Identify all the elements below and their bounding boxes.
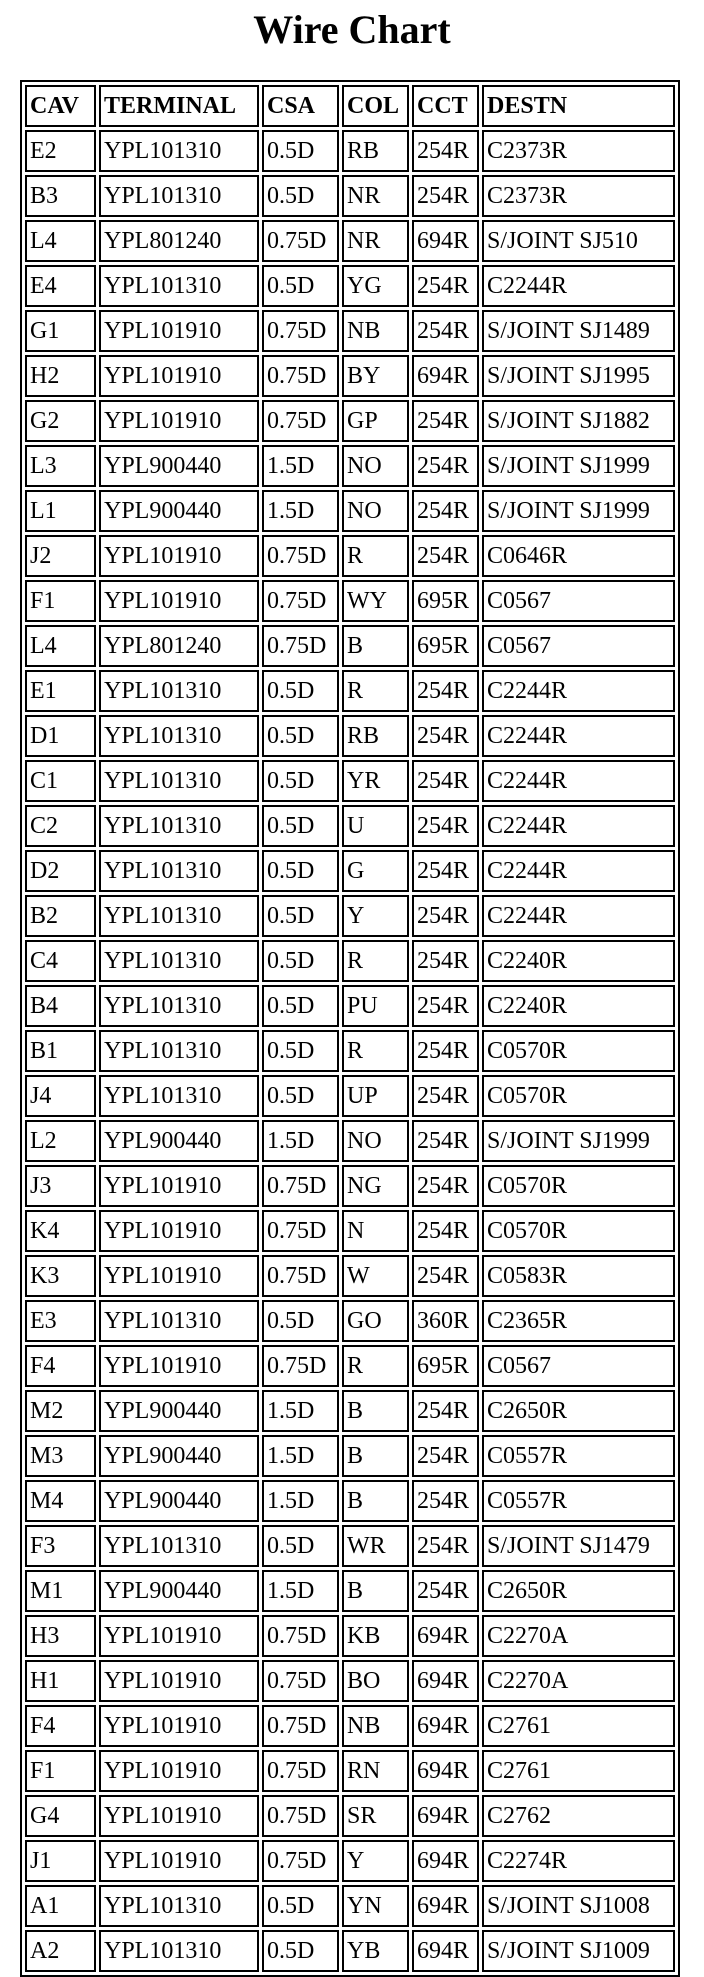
cell-destn: C2762 xyxy=(482,1795,675,1837)
cell-terminal: YPL101310 xyxy=(99,1075,259,1117)
cell-destn: C2373R xyxy=(482,175,675,217)
cell-csa: 0.75D xyxy=(262,625,339,667)
cell-cav: D1 xyxy=(25,715,96,757)
cell-destn: C0570R xyxy=(482,1075,675,1117)
cell-terminal: YPL101310 xyxy=(99,175,259,217)
cell-terminal: YPL101910 xyxy=(99,1615,259,1657)
table-row xyxy=(25,220,675,262)
cell-cct: 254R xyxy=(412,940,479,982)
cell-csa: 0.75D xyxy=(262,580,339,622)
cell-destn: C2274R xyxy=(482,1840,675,1882)
cell-cct: 254R xyxy=(412,805,479,847)
cell-cct: 695R xyxy=(412,1345,479,1387)
cell-cav: B2 xyxy=(25,895,96,937)
cell-col: B xyxy=(342,1480,409,1522)
cell-col: NO xyxy=(342,490,409,532)
cell-cav: H1 xyxy=(25,1660,96,1702)
cell-csa: 0.5D xyxy=(262,670,339,712)
cell-col: KB xyxy=(342,1615,409,1657)
cell-cct: 694R xyxy=(412,1930,479,1972)
cell-cav: K4 xyxy=(25,1210,96,1252)
cell-destn: C2244R xyxy=(482,670,675,712)
cell-terminal: YPL101310 xyxy=(99,760,259,802)
cell-destn: S/JOINT SJ1999 xyxy=(482,445,675,487)
cell-csa: 0.5D xyxy=(262,1075,339,1117)
cell-cav: M2 xyxy=(25,1390,96,1432)
cell-csa: 0.5D xyxy=(262,1525,339,1567)
cell-destn: S/JOINT SJ1995 xyxy=(482,355,675,397)
cell-destn: C2650R xyxy=(482,1570,675,1612)
cell-col: U xyxy=(342,805,409,847)
cell-col: B xyxy=(342,1570,409,1612)
table-row xyxy=(25,400,675,442)
cell-destn: S/JOINT SJ1999 xyxy=(482,1120,675,1162)
cell-terminal: YPL801240 xyxy=(99,220,259,262)
cell-destn: C0557R xyxy=(482,1435,675,1477)
cell-terminal: YPL900440 xyxy=(99,1390,259,1432)
cell-cct: 254R xyxy=(412,1480,479,1522)
cell-terminal: YPL101910 xyxy=(99,1345,259,1387)
cell-terminal: YPL900440 xyxy=(99,1570,259,1612)
cell-csa: 0.75D xyxy=(262,1615,339,1657)
header-terminal: TERMINAL xyxy=(99,85,259,127)
cell-col: SR xyxy=(342,1795,409,1837)
cell-csa: 0.75D xyxy=(262,1210,339,1252)
cell-col: NR xyxy=(342,175,409,217)
cell-cct: 694R xyxy=(412,1840,479,1882)
table-row xyxy=(25,1570,675,1612)
cell-cav: B3 xyxy=(25,175,96,217)
cell-terminal: YPL101910 xyxy=(99,580,259,622)
cell-cav: G4 xyxy=(25,1795,96,1837)
cell-terminal: YPL101310 xyxy=(99,265,259,307)
cell-cav: K3 xyxy=(25,1255,96,1297)
table-row xyxy=(25,175,675,217)
cell-col: R xyxy=(342,940,409,982)
cell-cav: E2 xyxy=(25,130,96,172)
cell-terminal: YPL101310 xyxy=(99,1885,259,1927)
cell-cav: L4 xyxy=(25,220,96,262)
cell-destn: C0570R xyxy=(482,1210,675,1252)
cell-col: RB xyxy=(342,130,409,172)
cell-terminal: YPL101910 xyxy=(99,1165,259,1207)
table-row xyxy=(25,1120,675,1162)
cell-cct: 694R xyxy=(412,1750,479,1792)
table-row xyxy=(25,1705,675,1747)
cell-cav: G2 xyxy=(25,400,96,442)
cell-col: R xyxy=(342,535,409,577)
cell-cct: 254R xyxy=(412,1165,479,1207)
cell-col: NB xyxy=(342,1705,409,1747)
header-col: COL xyxy=(342,85,409,127)
cell-destn: C2761 xyxy=(482,1705,675,1747)
cell-terminal: YPL101310 xyxy=(99,805,259,847)
cell-cav: A2 xyxy=(25,1930,96,1972)
cell-cav: H2 xyxy=(25,355,96,397)
cell-col: NB xyxy=(342,310,409,352)
cell-cct: 254R xyxy=(412,850,479,892)
cell-csa: 0.5D xyxy=(262,175,339,217)
cell-cav: M1 xyxy=(25,1570,96,1612)
cell-csa: 0.5D xyxy=(262,940,339,982)
table-row xyxy=(25,355,675,397)
cell-col: UP xyxy=(342,1075,409,1117)
cell-cct: 254R xyxy=(412,1390,479,1432)
cell-col: BY xyxy=(342,355,409,397)
cell-terminal: YPL900440 xyxy=(99,1480,259,1522)
cell-cav: L1 xyxy=(25,490,96,532)
cell-cav: F4 xyxy=(25,1705,96,1747)
cell-csa: 0.5D xyxy=(262,850,339,892)
cell-cct: 695R xyxy=(412,580,479,622)
table-row xyxy=(25,715,675,757)
table-row xyxy=(25,940,675,982)
table-row xyxy=(25,1390,675,1432)
cell-terminal: YPL801240 xyxy=(99,625,259,667)
cell-terminal: YPL101910 xyxy=(99,1840,259,1882)
cell-col: GP xyxy=(342,400,409,442)
cell-csa: 0.5D xyxy=(262,1885,339,1927)
cell-cct: 694R xyxy=(412,1615,479,1657)
table-row xyxy=(25,265,675,307)
cell-col: Y xyxy=(342,1840,409,1882)
header-cav: CAV xyxy=(25,85,96,127)
cell-cct: 254R xyxy=(412,1210,479,1252)
cell-destn: C2761 xyxy=(482,1750,675,1792)
cell-csa: 1.5D xyxy=(262,1570,339,1612)
cell-cav: F1 xyxy=(25,1750,96,1792)
cell-col: PU xyxy=(342,985,409,1027)
cell-destn: C2244R xyxy=(482,895,675,937)
cell-cct: 254R xyxy=(412,985,479,1027)
header-destn: DESTN xyxy=(482,85,675,127)
cell-terminal: YPL101310 xyxy=(99,895,259,937)
cell-terminal: YPL101310 xyxy=(99,850,259,892)
cell-csa: 0.75D xyxy=(262,535,339,577)
cell-col: R xyxy=(342,1345,409,1387)
cell-destn: S/JOINT SJ1008 xyxy=(482,1885,675,1927)
cell-terminal: YPL101910 xyxy=(99,535,259,577)
cell-destn: S/JOINT SJ1489 xyxy=(482,310,675,352)
cell-col: G xyxy=(342,850,409,892)
cell-destn: C2244R xyxy=(482,760,675,802)
cell-cct: 694R xyxy=(412,1705,479,1747)
cell-destn: C0570R xyxy=(482,1165,675,1207)
cell-destn: S/JOINT SJ1479 xyxy=(482,1525,675,1567)
cell-col: YN xyxy=(342,1885,409,1927)
cell-cav: F4 xyxy=(25,1345,96,1387)
table-row xyxy=(25,130,675,172)
cell-terminal: YPL101910 xyxy=(99,400,259,442)
table-row xyxy=(25,625,675,667)
cell-cct: 254R xyxy=(412,895,479,937)
cell-destn: C2244R xyxy=(482,850,675,892)
cell-terminal: YPL101310 xyxy=(99,1930,259,1972)
cell-csa: 0.5D xyxy=(262,715,339,757)
cell-cct: 694R xyxy=(412,1795,479,1837)
cell-cav: H3 xyxy=(25,1615,96,1657)
cell-col: W xyxy=(342,1255,409,1297)
cell-terminal: YPL101910 xyxy=(99,1255,259,1297)
cell-cct: 254R xyxy=(412,1030,479,1072)
cell-terminal: YPL101310 xyxy=(99,715,259,757)
cell-cct: 254R xyxy=(412,535,479,577)
cell-csa: 0.5D xyxy=(262,1030,339,1072)
table-row xyxy=(25,1750,675,1792)
cell-cav: L2 xyxy=(25,1120,96,1162)
cell-csa: 1.5D xyxy=(262,1390,339,1432)
cell-csa: 0.75D xyxy=(262,1255,339,1297)
table-row xyxy=(25,1840,675,1882)
cell-cav: E3 xyxy=(25,1300,96,1342)
table-row xyxy=(25,760,675,802)
cell-terminal: YPL101310 xyxy=(99,1525,259,1567)
cell-cav: J1 xyxy=(25,1840,96,1882)
cell-terminal: YPL101910 xyxy=(99,1750,259,1792)
cell-cct: 254R xyxy=(412,265,479,307)
cell-col: R xyxy=(342,1030,409,1072)
cell-terminal: YPL101310 xyxy=(99,130,259,172)
cell-csa: 0.75D xyxy=(262,310,339,352)
table-row xyxy=(25,1525,675,1567)
table-row xyxy=(25,1300,675,1342)
cell-cav: J4 xyxy=(25,1075,96,1117)
cell-cct: 694R xyxy=(412,220,479,262)
cell-cav: F3 xyxy=(25,1525,96,1567)
cell-csa: 0.75D xyxy=(262,1705,339,1747)
cell-cav: J2 xyxy=(25,535,96,577)
cell-destn: S/JOINT SJ1009 xyxy=(482,1930,675,1972)
cell-destn: C2240R xyxy=(482,940,675,982)
cell-cav: A1 xyxy=(25,1885,96,1927)
cell-terminal: YPL101310 xyxy=(99,1030,259,1072)
cell-destn: C2270A xyxy=(482,1660,675,1702)
cell-csa: 1.5D xyxy=(262,445,339,487)
cell-col: WY xyxy=(342,580,409,622)
table-row xyxy=(25,1165,675,1207)
cell-destn: C0583R xyxy=(482,1255,675,1297)
table-row xyxy=(25,1435,675,1477)
table-row xyxy=(25,1660,675,1702)
cell-cav: F1 xyxy=(25,580,96,622)
cell-cct: 694R xyxy=(412,1885,479,1927)
cell-csa: 1.5D xyxy=(262,1120,339,1162)
header-csa: CSA xyxy=(262,85,339,127)
cell-cav: C4 xyxy=(25,940,96,982)
cell-csa: 0.5D xyxy=(262,760,339,802)
table-row xyxy=(25,1345,675,1387)
cell-cav: C2 xyxy=(25,805,96,847)
cell-destn: C0567 xyxy=(482,580,675,622)
cell-destn: C2244R xyxy=(482,265,675,307)
cell-col: NO xyxy=(342,445,409,487)
cell-csa: 0.75D xyxy=(262,1165,339,1207)
cell-terminal: YPL900440 xyxy=(99,490,259,532)
cell-cav: C1 xyxy=(25,760,96,802)
cell-col: N xyxy=(342,1210,409,1252)
cell-cav: J3 xyxy=(25,1165,96,1207)
cell-col: YG xyxy=(342,265,409,307)
table-row xyxy=(25,490,675,532)
cell-cct: 254R xyxy=(412,1525,479,1567)
cell-terminal: YPL101910 xyxy=(99,355,259,397)
cell-csa: 0.75D xyxy=(262,355,339,397)
table-row xyxy=(25,1615,675,1657)
table-row xyxy=(25,310,675,352)
table-row xyxy=(25,850,675,892)
table-row xyxy=(25,535,675,577)
page-title: Wire Chart xyxy=(253,7,451,52)
cell-cct: 254R xyxy=(412,760,479,802)
cell-destn: C2373R xyxy=(482,130,675,172)
cell-destn: C0567 xyxy=(482,625,675,667)
cell-cav: L4 xyxy=(25,625,96,667)
cell-cct: 360R xyxy=(412,1300,479,1342)
cell-cct: 254R xyxy=(412,1255,479,1297)
cell-terminal: YPL101910 xyxy=(99,1705,259,1747)
cell-terminal: YPL101910 xyxy=(99,1795,259,1837)
table-row xyxy=(25,1075,675,1117)
cell-csa: 0.75D xyxy=(262,400,339,442)
cell-cav: D2 xyxy=(25,850,96,892)
table-row xyxy=(25,670,675,712)
cell-csa: 0.75D xyxy=(262,1660,339,1702)
cell-cav: L3 xyxy=(25,445,96,487)
cell-cav: G1 xyxy=(25,310,96,352)
cell-csa: 0.75D xyxy=(262,1750,339,1792)
cell-cct: 254R xyxy=(412,310,479,352)
cell-csa: 0.75D xyxy=(262,1345,339,1387)
cell-cct: 254R xyxy=(412,1570,479,1612)
cell-csa: 0.5D xyxy=(262,1300,339,1342)
cell-col: NR xyxy=(342,220,409,262)
table-header-row xyxy=(25,85,675,127)
cell-cct: 254R xyxy=(412,175,479,217)
cell-terminal: YPL101310 xyxy=(99,1300,259,1342)
cell-destn: C0646R xyxy=(482,535,675,577)
wire-chart-table xyxy=(20,80,680,1977)
cell-col: Y xyxy=(342,895,409,937)
cell-csa: 0.5D xyxy=(262,265,339,307)
cell-col: GO xyxy=(342,1300,409,1342)
cell-cct: 694R xyxy=(412,1660,479,1702)
cell-csa: 0.5D xyxy=(262,805,339,847)
cell-csa: 0.5D xyxy=(262,1930,339,1972)
cell-cav: B4 xyxy=(25,985,96,1027)
cell-csa: 0.5D xyxy=(262,130,339,172)
cell-terminal: YPL101910 xyxy=(99,1660,259,1702)
cell-cct: 254R xyxy=(412,400,479,442)
cell-destn: C2240R xyxy=(482,985,675,1027)
cell-cav: M3 xyxy=(25,1435,96,1477)
cell-destn: C2244R xyxy=(482,805,675,847)
cell-col: B xyxy=(342,625,409,667)
cell-destn: C0567 xyxy=(482,1345,675,1387)
table-row xyxy=(25,445,675,487)
cell-cav: B1 xyxy=(25,1030,96,1072)
cell-csa: 1.5D xyxy=(262,1435,339,1477)
cell-destn: C0557R xyxy=(482,1480,675,1522)
cell-col: B xyxy=(342,1390,409,1432)
cell-csa: 0.75D xyxy=(262,220,339,262)
cell-cct: 254R xyxy=(412,490,479,532)
cell-terminal: YPL101310 xyxy=(99,940,259,982)
cell-cct: 254R xyxy=(412,715,479,757)
cell-col: RN xyxy=(342,1750,409,1792)
cell-cav: E1 xyxy=(25,670,96,712)
cell-terminal: YPL900440 xyxy=(99,1120,259,1162)
cell-cct: 694R xyxy=(412,355,479,397)
cell-col: YB xyxy=(342,1930,409,1972)
cell-csa: 0.5D xyxy=(262,895,339,937)
cell-destn: C2244R xyxy=(482,715,675,757)
cell-cct: 254R xyxy=(412,1435,479,1477)
cell-destn: C2365R xyxy=(482,1300,675,1342)
cell-cct: 254R xyxy=(412,670,479,712)
cell-csa: 1.5D xyxy=(262,490,339,532)
cell-terminal: YPL101910 xyxy=(99,1210,259,1252)
cell-destn: S/JOINT SJ1999 xyxy=(482,490,675,532)
table-row xyxy=(25,580,675,622)
cell-cct: 254R xyxy=(412,1075,479,1117)
cell-destn: C2270A xyxy=(482,1615,675,1657)
cell-cct: 695R xyxy=(412,625,479,667)
cell-terminal: YPL101310 xyxy=(99,985,259,1027)
cell-csa: 0.75D xyxy=(262,1840,339,1882)
cell-csa: 1.5D xyxy=(262,1480,339,1522)
cell-cav: M4 xyxy=(25,1480,96,1522)
cell-col: RB xyxy=(342,715,409,757)
cell-cct: 254R xyxy=(412,1120,479,1162)
table-row xyxy=(25,1885,675,1927)
table-row xyxy=(25,805,675,847)
cell-col: NO xyxy=(342,1120,409,1162)
cell-terminal: YPL101910 xyxy=(99,310,259,352)
cell-col: NG xyxy=(342,1165,409,1207)
cell-terminal: YPL900440 xyxy=(99,1435,259,1477)
cell-col: WR xyxy=(342,1525,409,1567)
cell-destn: S/JOINT SJ510 xyxy=(482,220,675,262)
cell-terminal: YPL101310 xyxy=(99,670,259,712)
table-row xyxy=(25,1795,675,1837)
table-row xyxy=(25,1210,675,1252)
table-row xyxy=(25,985,675,1027)
cell-col: YR xyxy=(342,760,409,802)
cell-col: BO xyxy=(342,1660,409,1702)
table-body xyxy=(25,130,675,1972)
cell-terminal: YPL900440 xyxy=(99,445,259,487)
cell-col: R xyxy=(342,670,409,712)
cell-col: B xyxy=(342,1435,409,1477)
table-row xyxy=(25,1030,675,1072)
table-row xyxy=(25,1480,675,1522)
cell-cav: E4 xyxy=(25,265,96,307)
header-cct: CCT xyxy=(412,85,479,127)
table-row xyxy=(25,1255,675,1297)
table-row xyxy=(25,1930,675,1972)
cell-csa: 0.75D xyxy=(262,1795,339,1837)
cell-destn: C2650R xyxy=(482,1390,675,1432)
cell-csa: 0.5D xyxy=(262,985,339,1027)
cell-destn: C0570R xyxy=(482,1030,675,1072)
cell-cct: 254R xyxy=(412,130,479,172)
table-row xyxy=(25,895,675,937)
cell-cct: 254R xyxy=(412,445,479,487)
cell-destn: S/JOINT SJ1882 xyxy=(482,400,675,442)
